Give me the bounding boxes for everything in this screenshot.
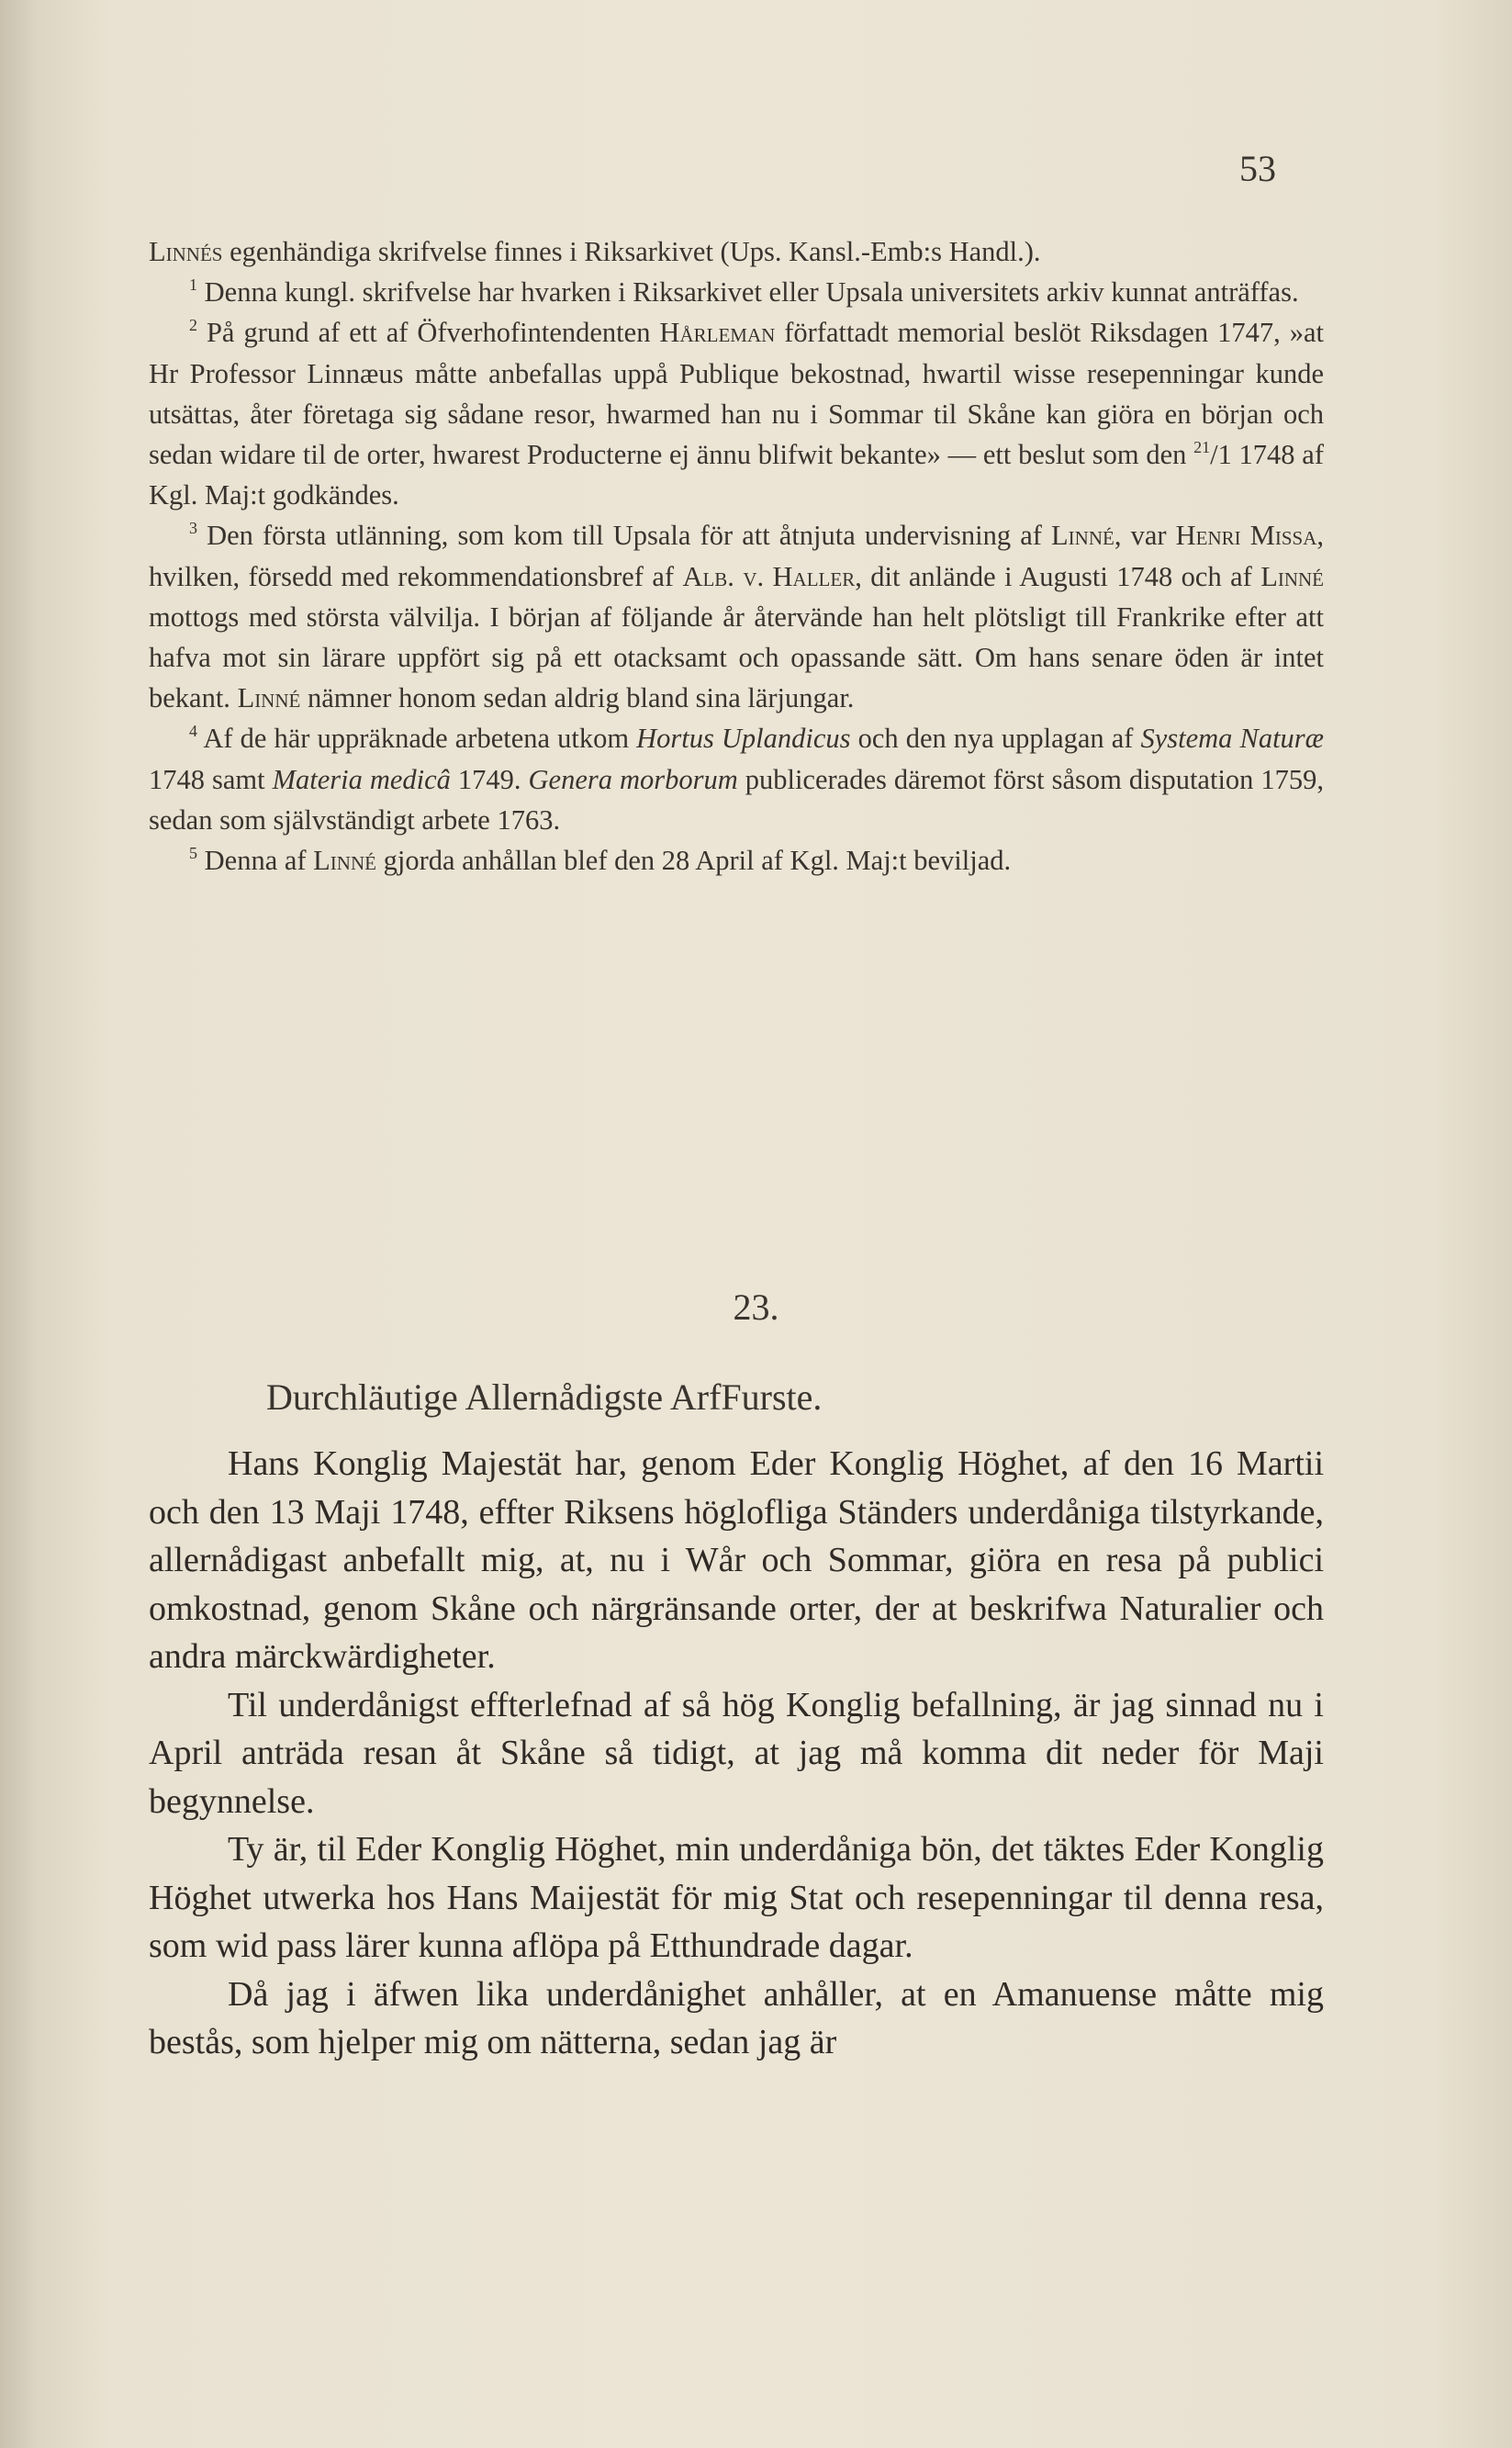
footnotes — [149, 231, 1324, 881]
name-missa: Henri Missa — [1175, 520, 1317, 552]
note-text: gjorda anhållan blef den 28 April af Kgl. Maj:t beviljad. — [375, 845, 1012, 877]
letter-salutation: Durchläutige Allernådigste ArfFurste. — [266, 1376, 823, 1418]
title-systema-naturae: Systema Naturæ — [1140, 723, 1325, 755]
name-haller: Alb. v. Haller — [682, 560, 856, 592]
letter-paragraph: Ty är, til Eder Konglig Höghet, min underdåniga bön, det täktes Eder Konglig Höghet utwerka hos Hans Maijestät för mig Stat och resepenningar til denna resa, som wid pass lärer kunna aflöpa på Etthundrade dagar. — [149, 1830, 1324, 1965]
name-linne: Linnés — [149, 236, 223, 267]
note-marker: 3 — [189, 519, 197, 538]
note-text: 1748 samt — [149, 763, 273, 795]
date-superscript: 21 — [1193, 438, 1211, 457]
note-5 — [149, 840, 1324, 881]
name-linne: Linné — [1260, 560, 1324, 592]
note-text: egenhändiga skrifvelse finnes i Riksarkivet (Ups. Kansl.-Emb:s Handl.). — [222, 236, 1041, 267]
note-text: och den nya upplagan af — [850, 723, 1141, 755]
note-text: Denna kungl. skrifvelse har hvarken i Riksarkivet eller Upsala universitets arkiv kunnat anträffas. — [197, 276, 1299, 309]
note-marker: 2 — [189, 316, 197, 335]
note-text: nämner honom sedan aldrig bland sina lärjungar. — [300, 682, 855, 714]
note-text: , dit anlände i Augusti 1748 och af — [855, 560, 1261, 592]
note-text: Af de här uppräknade arbetena utkom — [197, 723, 637, 755]
note-text: författadt memorial beslöt Riksdagen 1747, »at Hr Professor Linnæus måtte anbefallas uppå Publique bekostnad, hwartil wisse resepenningar kunde utsättas, åter företaga sig sådane resor, hwarmed han nu i Sommar til Skåne kan giöra en början och sedan widare til de orter, hwarest Producterne ej ännu blifwit bekante» — ett beslut som den — [149, 317, 1324, 471]
name-linne: Linné — [1051, 520, 1114, 552]
note-text: mottogs med största välvilja. I början af följande år återvände han helt plötsligt till Frankrike efter att hafva mot sin lärare uppfört sig på ett otacksamt och opassande sätt. Om hans senare öden är intet bekant. — [149, 601, 1324, 714]
page-number: 53 — [1239, 148, 1276, 189]
name-harleman: Hårleman — [659, 317, 776, 349]
note-text: , hvilken, försedd med rekommendationsbref af — [149, 520, 1325, 592]
note-text: 1749. — [450, 763, 529, 795]
section-number: 23. — [733, 1286, 779, 1328]
note-4 — [149, 718, 1324, 840]
letter-paragraph: Då jag i äfwen lika underdånighet anhåller, at en Amanuense måtte mig bestås, som hjelper mig om nätterna, sedan jag är — [149, 1974, 1324, 2061]
note-marker: 1 — [189, 275, 197, 295]
note-text: Denna af — [197, 845, 314, 877]
name-linne: Linné — [313, 845, 376, 877]
note-text: På grund af ett af Öfverhofintendenten — [197, 317, 660, 349]
name-linne: Linné — [237, 682, 301, 714]
note-1 — [149, 272, 1324, 312]
note-2 — [149, 312, 1324, 515]
note-text: Den första utlänning, som kom till Upsala för att åtnjuta undervisning af — [197, 520, 1052, 552]
note-text: /1 1748 af Kgl. Maj:t godkändes. — [149, 439, 1324, 511]
letter-paragraph: Til underdånigst effterlefnad af så hög Konglig befallning, är jag sinnad nu i April anträda resan åt Skåne så tidigt, at jag må komma dit neder för Maji begynnelse. — [149, 1685, 1324, 1821]
letter-paragraph: Hans Konglig Majestät har, genom Eder Konglig Höghet, af den 16 Martii och den 13 Maji 1748, effter Riksens höglofliga Ständers underdåniga tilstyrkande, allernådigast anbefallt mig, at, nu i Wår och Sommar, giöra en resa på publici omkostnad, genom Skåne och närgränsande orter, der at beskrifwa Naturalier och andra märckwärdigheter. — [149, 1444, 1324, 1676]
letter-body — [149, 1440, 1324, 2067]
note-text: , var — [1114, 520, 1176, 552]
note-text: publicerades däremot först såsom disputation 1759, sedan som självständigt arbete 1763. — [149, 763, 1325, 836]
note-3 — [149, 515, 1324, 718]
note-marker: 5 — [189, 844, 197, 863]
note-marker: 4 — [189, 722, 197, 741]
title-hortus-uplandicus: Hortus Uplandicus — [636, 723, 851, 755]
note-intro — [149, 231, 1324, 272]
title-genera-morborum: Genera morborum — [528, 763, 738, 795]
title-materia-medica: Materia medicâ — [272, 763, 451, 795]
